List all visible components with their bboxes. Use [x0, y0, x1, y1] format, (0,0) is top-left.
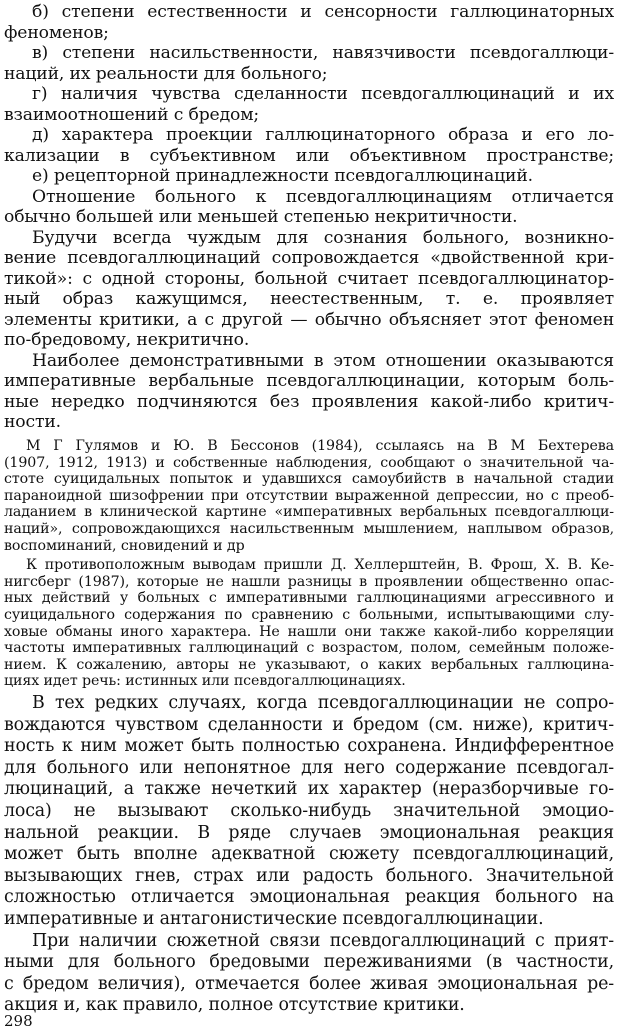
text-line: Наиболее демонстративными в этом отношении оказываются — [32, 350, 614, 371]
text-line: нальной реакции. В ряде случаев эмоциональная реакция — [4, 822, 614, 843]
text-line: акция и, как правило, полное отсутствие критики. — [4, 995, 465, 1016]
text-line: ность к ним может быть полностью сохранена. Индифферентное — [4, 736, 614, 757]
text-line: ными для больного бредовыми переживаниями (в частности, — [4, 952, 614, 973]
text-line: лоса) не вызывают сколько-нибудь значительной эмоцио- — [4, 800, 614, 821]
text-line: вызывающих гнев, страх или радость больного. Значительной — [4, 865, 614, 886]
small-text-line: стоте суицидальных попыток и удавшихся самоубийств в начальной стадии — [4, 471, 614, 488]
text-line: б) степени естественности и сенсорности галлюцинаторных — [32, 2, 614, 22]
text-line: вождаются чувством сделанности и бредом (см. ниже), критич- — [4, 714, 614, 735]
small-text-line: нигсберг (1987), которые не нашли разницы в проявлении общественно опас- — [4, 573, 614, 590]
text-line: в) степени насильственности, навязчивости псевдогаллюци- — [32, 43, 614, 63]
text-line: Отношение больного к псевдогаллюцинациям отличается — [32, 186, 614, 207]
text-line: с бредом величия), отмечается более живая эмоциональная ре- — [4, 973, 614, 994]
text-line: При наличии сюжетной связи псевдогаллюцинаций с прият- — [32, 930, 614, 951]
text-line: императивные и антагонистические псевдогаллюцинации. — [4, 908, 544, 929]
text-line: для больного или непонятное для него содержание псевдогал- — [4, 757, 614, 778]
small-text-line: циях идет речь: истинных или псевдогаллюцинациях. — [4, 673, 406, 690]
text-line: императивные вербальные псевдогаллюцинации, которым боль- — [4, 371, 614, 391]
text-line: люцинаций, а также нечеткий их характер (неразборчивые го- — [4, 779, 614, 800]
text-line: В тех редких случаях, когда псевдогаллюцинации не сопро- — [32, 693, 614, 713]
small-text-line: М Г Гулямов и Ю. В Бессонов (1984), ссылаясь на В М Бехтерева — [26, 438, 614, 454]
text-line: обычно большей или меньшей степенью некритичности. — [4, 207, 518, 227]
text-line: элементы критики, а с другой — обычно объясняет этот феномен — [4, 309, 614, 330]
small-text-line: параноидной шизофрении при отсутствии выраженной депрессии, но с преоб- — [4, 487, 614, 504]
small-text-line: ладанием в клинической картине «императивных вербальных псевдогаллюци- — [4, 504, 614, 521]
text-line: ности. — [4, 412, 61, 432]
text-line: е) рецепторной принадлежности псевдогаллюцинаций. — [32, 166, 533, 186]
text-line: феноменов; — [4, 22, 109, 43]
text-line: д) характера проекции галлюцинаторного образа и его ло- — [32, 125, 614, 145]
text-line: может быть вполне адекватной сюжету псевдогаллюцинаций, — [4, 844, 614, 865]
text-line: вение псевдогаллюцинаций сопровождается «двойственной кри- — [4, 248, 614, 268]
text-line: по-бредовому, некритично. — [4, 330, 250, 350]
small-text-line: наций», сопровождающихся насильственным мышлением, наплывом образов, — [4, 520, 614, 537]
text-line: ные нередко подчиняются без проявления какой-либо критич- — [4, 391, 614, 412]
small-text-line: К противоположным выводам пришли Д. Хеллерштейн, В. Фрош, Х. В. Ке- — [26, 557, 614, 574]
text-line: сложностью отличается эмоциональная реакция больного на — [4, 887, 614, 908]
small-text-line: воспоминаний, сновидений и др — [4, 537, 245, 554]
small-text-line: частоты императивных галлюцинаций с возрастом, полом, семейным положе- — [4, 640, 614, 657]
small-text-line: суицидального содержания по сравнению с больными, испытывающими слу- — [4, 606, 614, 623]
small-text-line: ных действий у больных с императивными галлюцинациями агрессивного и — [4, 590, 614, 607]
small-text-line: нием. К сожалению, авторы не указывают, о каких вербальных галлюцина- — [4, 656, 614, 673]
text-line: ный образ кажущимся, неестественным, т. е. проявляет — [4, 289, 614, 309]
text-line: наций, их реальности для больного; — [4, 63, 328, 84]
small-print-block — [4, 438, 614, 690]
small-text-line: ховые обманы иного характера. Не нашли они также какой-либо корреляции — [4, 623, 614, 640]
main-text-block — [4, 2, 614, 433]
page-number: 298 — [4, 1012, 33, 1030]
text-line: Будучи всегда чуждым для сознания больного, возникно- — [32, 227, 614, 248]
text-line: г) наличия чувства сделанности псевдогаллюцинаций и их — [32, 84, 614, 104]
text-line: тикой»: с одной стороны, больной считает псевдогаллюцинатор- — [4, 268, 614, 289]
text-line: взаимоотношений с бредом; — [4, 104, 260, 125]
text-line: кализации в субъективном или объективном пространстве; — [4, 145, 614, 166]
bottom-text-block — [4, 693, 614, 1017]
small-text-line: (1907, 1912, 1913) и собственные наблюдения, сообщают о значительной ча- — [4, 454, 614, 471]
